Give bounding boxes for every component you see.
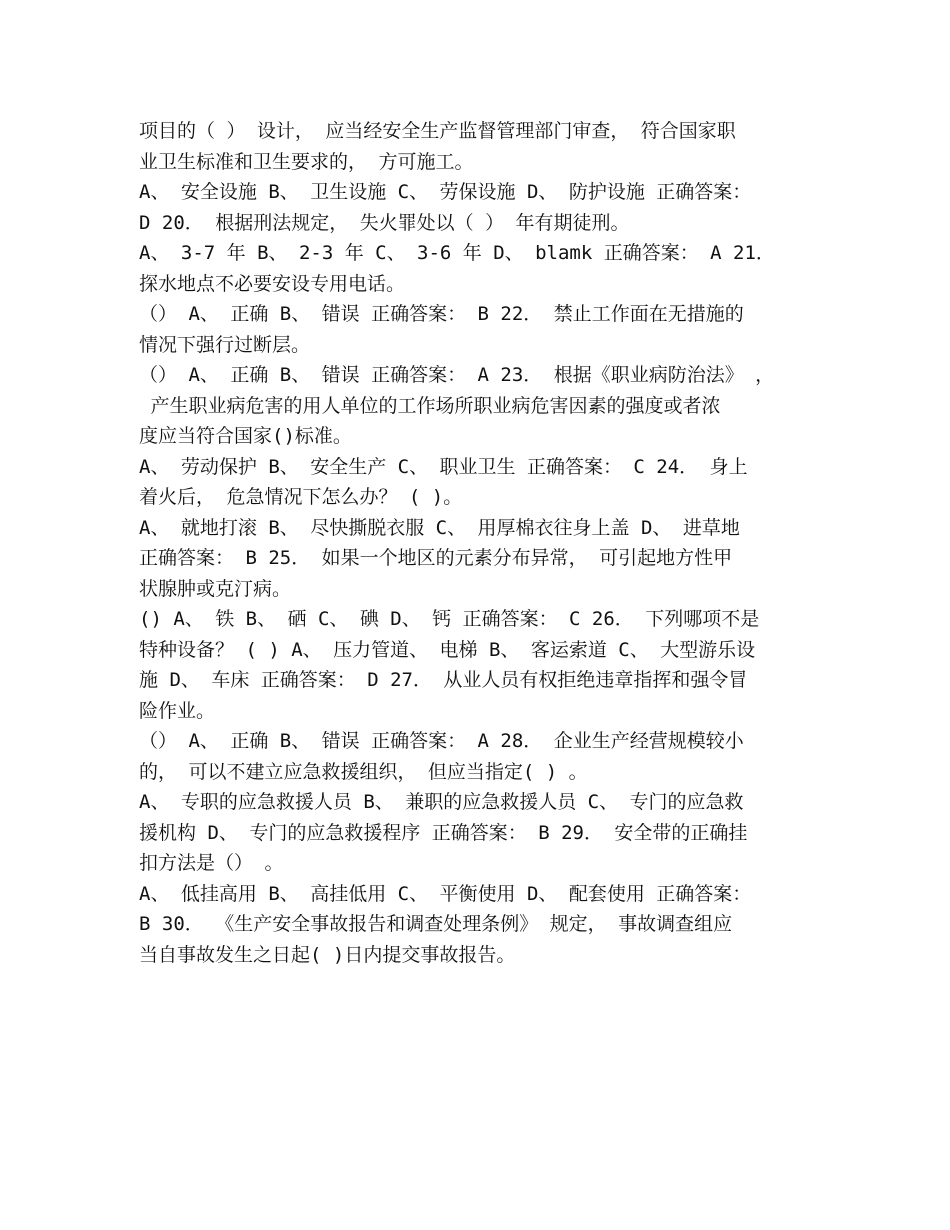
text-line: 业卫生标准和卫生要求的， 方可施工。 (139, 150, 474, 173)
text-line: 的， 可以不建立应急救援组织， 但应当指定( ) 。 (139, 760, 588, 783)
text-line: （） A、 正确 B、 错误 正确答案： A 23． 根据《职业病防治法》 ， (139, 364, 775, 386)
text-line: （） A、 正确 B、 错误 正确答案： A 28． 企业生产经营规模较小 (139, 730, 744, 752)
text-line: A、 就地打滚 B、 尽快撕脱衣服 C、 用厚棉衣往身上盖 D、 进草地 (139, 516, 740, 539)
text-line: 险作业。 (139, 699, 216, 722)
text-line: 度应当符合国家()标准。 (139, 425, 352, 447)
text-line: 探水地点不必要安设专用电话。 (139, 272, 406, 295)
text-line: 情况下强行过断层。 (139, 333, 311, 356)
text-line: 当自事故发生之日起( )日内提交事故报告。 (139, 943, 516, 966)
text-line: 施 D、 车床 正确答案： D 27． 从业人员有权拒绝违章指挥和强令冒 (139, 669, 748, 691)
text-line: A、 专职的应急救援人员 B、 兼职的应急救援人员 C、 专门的应急救 (139, 791, 744, 813)
text-line: 状腺肿或克汀病。 (139, 577, 292, 600)
text-line: () A、 铁 B、 硒 C、 碘 D、 钙 正确答案： C 26． 下列哪项不是 (139, 608, 760, 630)
text-line: 特种设备？ ( ) A、 压力管道、 电梯 B、 客运索道 C、 大型游乐设 (139, 638, 756, 661)
document-body (139, 116, 829, 970)
text-line: 扣方法是（） 。 (139, 852, 284, 874)
text-line: A、 劳动保护 B、 安全生产 C、 职业卫生 正确答案： C 24． 身上 (139, 455, 748, 478)
text-line: D 20． 根据刑法规定， 失火罪处以（ ） 年有期徒刑。 (139, 211, 630, 234)
text-line: （） A、 正确 B、 错误 正确答案： B 22． 禁止工作面在无措施的 (139, 303, 744, 325)
text-line: 产生职业病危害的用人单位的工作场所职业病危害因素的强度或者浓 (139, 394, 721, 417)
text-line: 援机构 D、 专门的应急救援程序 正确答案： B 29． 安全带的正确挂 (139, 821, 748, 844)
text-line: A、 低挂高用 B、 高挂低用 C、 平衡使用 D、 配套使用 正确答案： (139, 882, 752, 905)
text-line: 正确答案： B 25． 如果一个地区的元素分布异常， 可引起地方性甲 (139, 547, 733, 569)
text-line: 着火后， 危急情况下怎么办？ ( )。 (139, 486, 463, 508)
text-line: 项目的（ ） 设计， 应当经安全生产监督管理部门审查， 符合国家职 (139, 120, 736, 142)
text-line: A、 3-7 年 B、 2-3 年 C、 3-6 年 D、 blamk 正确答案： A 21． (139, 242, 775, 264)
text-line: A、 安全设施 B、 卫生设施 C、 劳保设施 D、 防护设施 正确答案： (139, 181, 752, 203)
text-line: B 30． 《生产安全事故报告和调查处理条例》 规定， 事故调查组应 (139, 913, 733, 935)
